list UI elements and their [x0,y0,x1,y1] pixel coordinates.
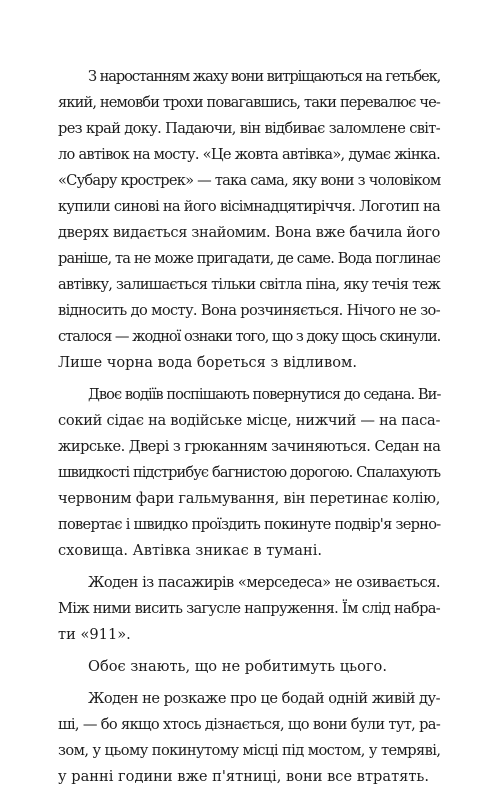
text-line: «Субару крострек» — така сама, яку вони з чоловіком [58,172,441,189]
text-line: ло автівок на мосту. «Це жовта автівка», думає жінка. [58,146,440,163]
paragraph [58,382,440,564]
paragraph [58,570,440,648]
text-line: швидкості підстрибує багнистою дорогою. Спалахують [58,464,441,481]
text-line: Жоден не розкаже про це бодай одній живій ду- [88,690,441,707]
text-line: Обоє знають, що не робитимуть цього. [88,658,387,675]
text-line: який, немовби трохи повагавшись, таки перевалює че- [58,94,440,111]
text-line: Між ними висить загусле напруження. Їм слід набра- [58,600,440,617]
text-line: відносить до мосту. Вона розчиняється. Нічого не зо- [58,302,440,319]
text-line: Двоє водіїв поспішають повернутися до седана. Ви- [88,386,441,403]
text-line: зом, у цьому покинутому місці під мостом, у темряві, [58,742,441,759]
paragraph [58,686,440,790]
text-line: у ранні години вже п'ятниці, вони все втратять. [58,768,430,785]
text-line: ти «911». [58,626,131,643]
paragraph [58,654,440,680]
text-line: повертає і швидко проїздить покинуте подвір'я зерно- [58,516,441,533]
text-line: сталося — жодної ознаки того, що з доку щось скинули. [58,328,441,345]
text-line: дверях видається знайомим. Вона вже бачила його [58,224,440,241]
text-line: З наростанням жаху вони витріщаються на гетьбек, [88,68,441,85]
page-body [58,64,440,790]
text-line: рез край доку. Падаючи, він відбиває заломлене світ- [58,120,440,137]
text-line: Жоден із пасажирів «мерседеса» не озивається. [88,574,440,591]
text-line: Лише чорна вода бореться з відливом. [58,354,357,371]
text-line: червоним фари гальмування, він перетинає колію, [58,490,441,507]
text-line: сховища. Автівка зникає в тумані. [58,542,323,559]
text-line: раніше, та не може пригадати, де саме. Вода поглинає [58,250,441,267]
paragraph [58,64,440,376]
text-line: купили синові на його вісімнадцятиріччя. Логотип на [58,198,441,215]
text-line: жирське. Двері з грюканням зачиняються. Седан на [58,438,441,455]
text-line: ші, — бо якщо хтось дізнається, що вони були тут, ра- [58,716,441,733]
text-line: сокий сідає на водійське місце, нижчий — на паса- [58,412,441,429]
text-line: автівку, залишається тільки світла піна, яку течія теж [58,276,440,293]
